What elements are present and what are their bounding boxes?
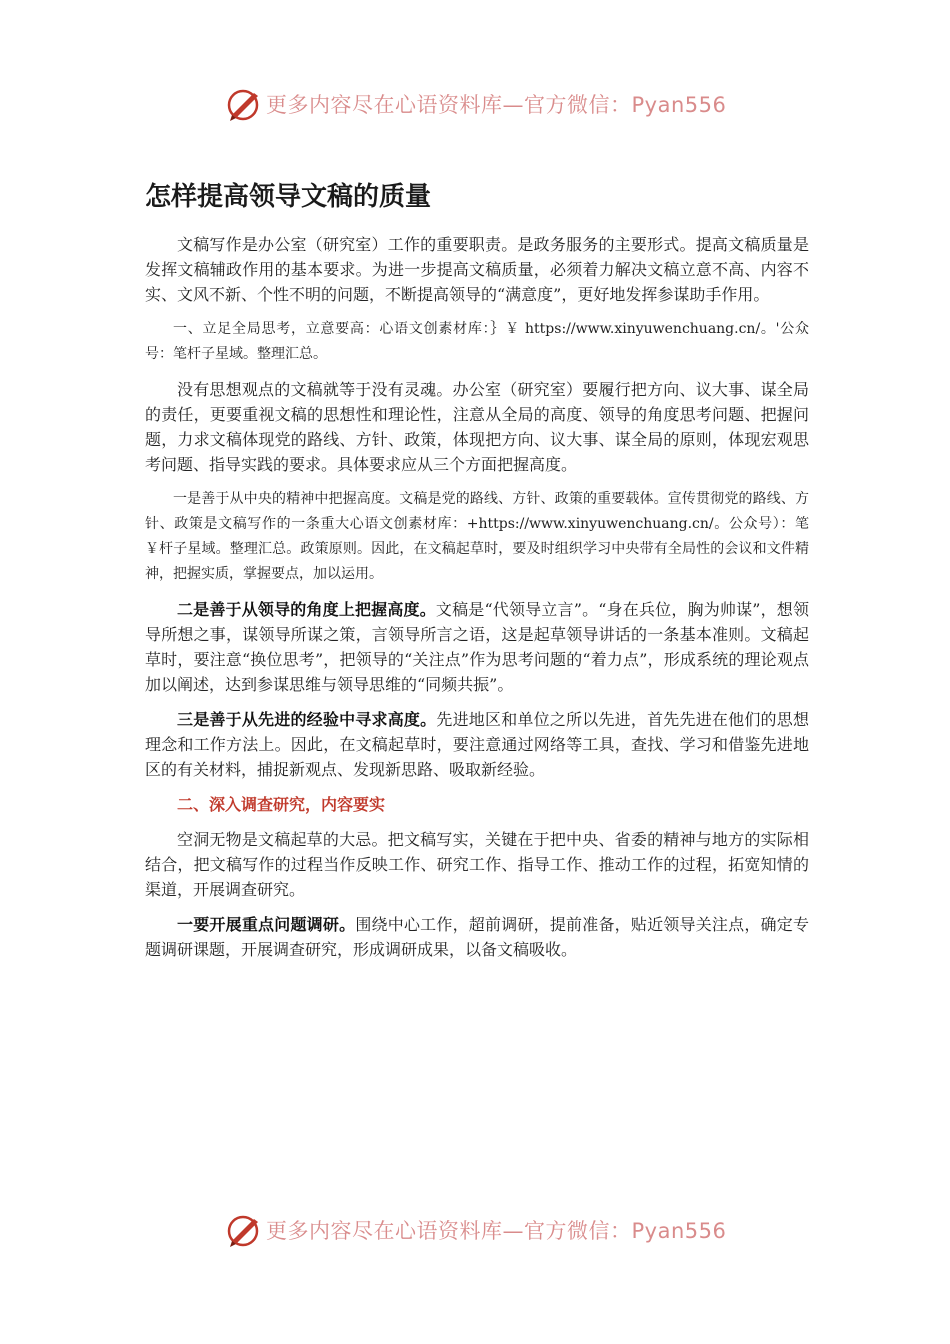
banner-text: 更多内容尽在心语资料库—官方微信：Pyan556 <box>266 1219 727 1243</box>
section1-paragraph: 没有思想观点的文稿就等于没有灵魂。办公室（研究室）要履行把方向、议大事、谋全局的责任，更要重视文稿的思想性和理论性，注意从全局的高度、领导的角度思考问题、把握问题，力求文稿体现党的路线、方针、政策，体现把方向、议大事、谋全局的原则，体现宏观思考问题、指导实践的要求。具体要求应从三个方面把握高度。 <box>145 380 809 474</box>
point2-lead: 二是善于从领导的角度上把握高度。 <box>177 600 436 619</box>
pen-logo-icon <box>224 84 264 124</box>
point2-paragraph <box>145 597 809 697</box>
point2-text: 文稿是“代领导立言”。“身在兵位，胸为帅谋”，想领导所想之事，谋领导所谋之策，言领导所言之语，这是起草领导讲话的一条基本准则。文稿起草时，要注意“换位思考”，把领导的“关注点”作为思考问题的“着力点”，形成系统的理论观点加以阐述，达到参谋思维与领导思维的“同频共振”。 <box>145 600 809 694</box>
point4-lead: 一要开展重点问题调研。 <box>177 915 356 934</box>
header-watermark-banner <box>224 84 784 124</box>
banner-text: 更多内容尽在心语资料库—官方微信：Pyan556 <box>266 93 727 117</box>
point1-paragraph: 一是善于从中央的精神中把握高度。文稿是党的路线、方针、政策的重要载体。宣传贯彻党的路线、方针、政策是文稿写作的一条重大心语文创素材库：+https://www.xinyuwenchuang.cn/。公众号）：笔￥杆子星域。整理汇总。政策原则。因此，在文稿起草时，要及时组织学习中央带有全局性的会议和文件精神，把握实质，掌握要点，加以运用。 <box>145 491 809 582</box>
section2-paragraph: 空洞无物是文稿起草的大忌。把文稿写实，关键在于把中央、省委的精神与地方的实际相结合，把文稿写作的过程当作反映工作、研究工作、指导工作、推动工作的过程，拓宽知情的渠道，开展调查研究。 <box>145 830 809 899</box>
point3-text: 先进地区和单位之所以先进，首先先进在他们的思想理念和工作方法上。因此，在文稿起草时，要注意通过网络等工具，查找、学习和借鉴先进地区的有关材料，捕捉新观点、发现新思路、吸取新经验。 <box>145 710 809 779</box>
point3-paragraph <box>145 707 809 782</box>
section1-line: 一、立足全局思考，立意要高：心语文创素材库：｝￥ https://www.xinyuwenchuang.cn/。'公众号：笔杆子星域。整理汇总。 <box>145 321 809 362</box>
point4-text: 围绕中心工作，超前调研，提前准备，贴近领导关注点，确定专题调研课题，开展调查研究，形成调研成果，以备文稿吸收。 <box>145 915 809 959</box>
page-title: 怎样提高领导文稿的质量 <box>145 182 432 212</box>
document-body <box>145 232 809 972</box>
footer-watermark-banner <box>224 1210 784 1250</box>
point4-paragraph <box>145 912 809 962</box>
point3-lead: 三是善于从先进的经验中寻求高度。 <box>177 710 437 729</box>
intro-paragraph: 文稿写作是办公室（研究室）工作的重要职责。是政务服务的主要形式。提高文稿质量是发挥文稿辅政作用的基本要求。为进一步提高文稿质量，必须着力解决文稿立意不高、内容不实、文风不新、个性不明的问题，不断提高领导的“满意度”，更好地发挥参谋助手作用。 <box>145 235 809 304</box>
pen-logo-icon <box>224 1210 264 1250</box>
section2-heading: 二、深入调查研究，内容要实 <box>177 795 386 814</box>
